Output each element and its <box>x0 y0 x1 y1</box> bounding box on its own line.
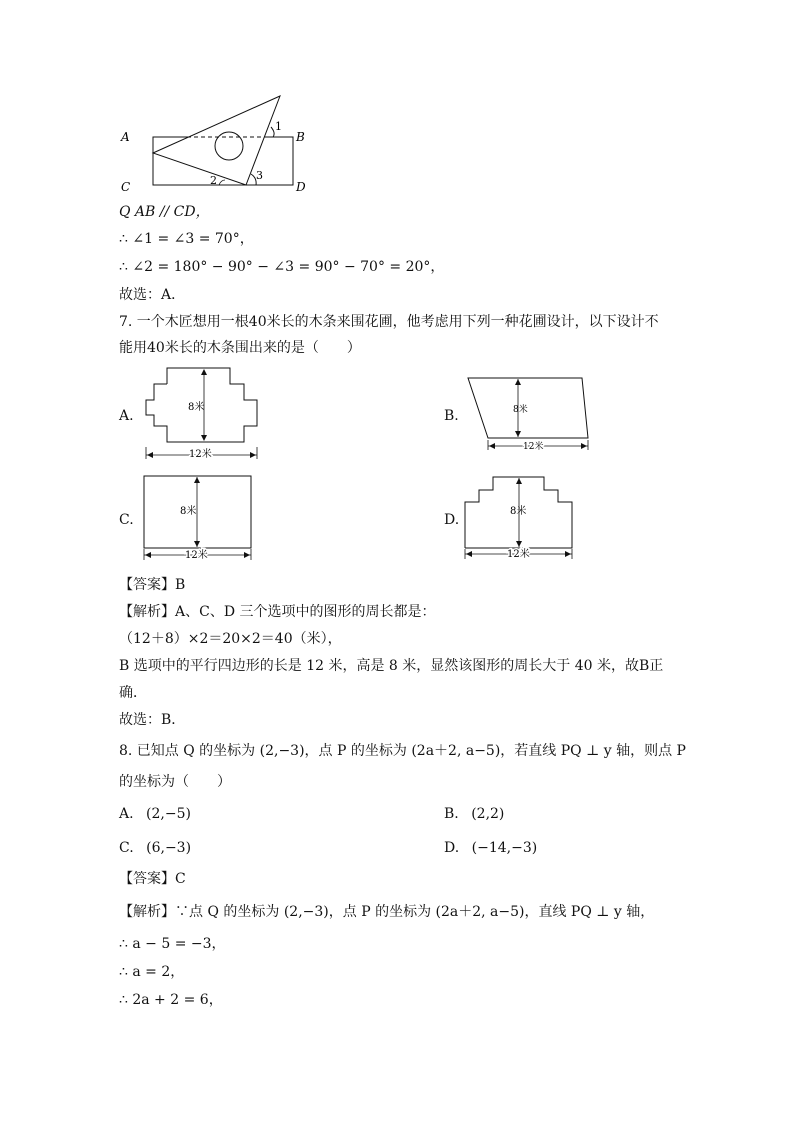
q7-analysis-line-4: 确． <box>119 685 147 701</box>
solution-line-3: ∴ ∠2 = 180° − 90° − ∠3 = 90° − 70° = 20°， <box>119 259 445 275</box>
q8-option-c-value: (6,−3) <box>146 840 192 856</box>
q8-option-c <box>119 838 191 858</box>
q8-analysis-line-3: ∴ a = 2， <box>119 964 185 980</box>
solution-line-2: ∴ ∠1 = ∠3 = 70°， <box>119 231 254 247</box>
q8-option-c-label: C. <box>119 840 134 856</box>
solution-answer: 故选：A． <box>119 287 186 303</box>
q7-d-height-label: 8米 <box>510 506 527 517</box>
q7-option-c-label: C. <box>119 512 134 528</box>
q8-analysis-line-2: ∴ a − 5 = −3， <box>119 936 226 952</box>
q7-stem-line-2: 能用40米长的木条围出来的是（ ） <box>119 340 361 356</box>
q8-option-d-label: D. <box>444 840 460 856</box>
q8-option-d-value: (−14,−3) <box>471 840 538 856</box>
point-b-label: B <box>296 130 305 144</box>
q7-a-width-label: 12米 <box>189 449 212 460</box>
q8-option-d <box>444 838 537 858</box>
q8-option-a-label: A. <box>119 806 134 822</box>
q8-option-a-value: (2,−5) <box>146 806 191 822</box>
point-d-label: D <box>296 180 306 194</box>
q7-option-b-figure <box>462 370 602 460</box>
q7-option-d-label: D. <box>444 512 460 528</box>
q8-stem-line-2: 的坐标为（ ） <box>119 774 231 790</box>
q8-answer: 【答案】C <box>119 871 186 887</box>
q7-analysis-line-1: 【解析】A、C、D 三个选项中的图形的周长都是： <box>119 604 436 620</box>
q8-stem-line-1: 8. 已知点 Q 的坐标为 (2,−3)，点 P 的坐标为 (2a＋2, a−5)，若直线 PQ ⊥ y 轴，则点 P <box>119 743 686 759</box>
q7-a-height-label: 8米 <box>188 402 205 413</box>
q7-option-a-figure <box>140 360 270 460</box>
q7-option-a-label: A. <box>119 408 134 424</box>
q7-stem-line-1: 7. 一个木匠想用一根40米长的木条来围花圃，他考虑用下列一种花圃设计，以下设计不 <box>119 314 659 330</box>
q7-c-height-label: 8米 <box>180 506 197 517</box>
q7-b-width-label: 12米 <box>523 442 544 452</box>
q7-option-b-label: B. <box>444 408 459 424</box>
q8-option-b <box>444 804 504 824</box>
angle-1-label: 1 <box>275 120 282 133</box>
q8-analysis-line-4: ∴ 2a + 2 = 6， <box>119 992 223 1008</box>
parallel-lines-triangle-figure <box>115 92 335 192</box>
q7-option-d-figure <box>462 472 592 567</box>
q8-analysis-line-1: 【解析】∵点 Q 的坐标为 (2,−3)，点 P 的坐标为 (2a＋2, a−5)，直线 PQ ⊥ y 轴， <box>119 904 655 920</box>
q7-d-width-label: 12米 <box>507 549 530 560</box>
q7-c-width-label: 12米 <box>185 550 208 561</box>
q7-analysis-line-3: B 选项中的平行四边形的长是 12 米，高是 8 米，显然该图形的周长大于 40 米，故B正 <box>119 658 664 674</box>
angle-2-label: 2 <box>210 174 217 187</box>
q7-analysis-line-2: （12＋8）×2＝20×2＝40（米）， <box>119 631 342 647</box>
q8-option-b-label: B. <box>444 806 459 822</box>
q7-conclusion: 故选：B． <box>119 712 186 728</box>
q7-option-c-figure <box>140 472 260 567</box>
q7-answer: 【答案】B <box>119 577 186 593</box>
q7-b-height-label: 8米 <box>513 405 528 415</box>
q8-option-a <box>119 804 191 824</box>
q8-option-b-value: (2,2) <box>471 806 505 822</box>
solution-line-1: Q AB // CD， <box>119 204 210 220</box>
point-a-label: A <box>121 130 130 144</box>
point-c-label: C <box>121 180 131 194</box>
angle-3-label: 3 <box>256 169 263 182</box>
